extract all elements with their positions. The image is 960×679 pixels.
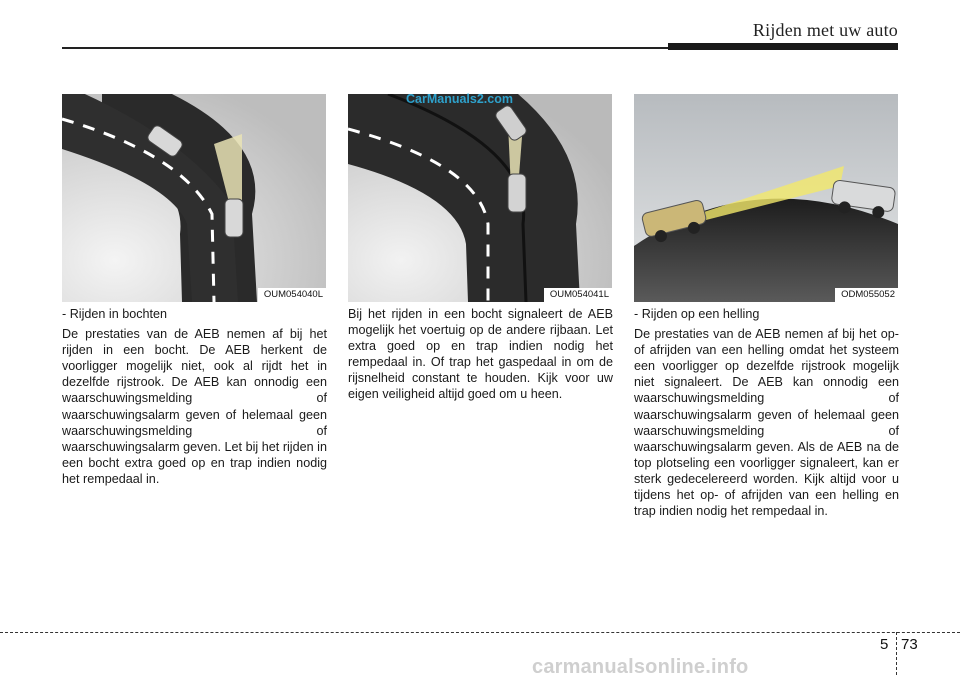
page-header-title: Rijden met uw auto [752, 20, 898, 40]
hill-illustration [634, 94, 898, 302]
header-rule [62, 47, 670, 49]
header-bar [668, 43, 898, 50]
page-number: 73 [901, 636, 918, 653]
figure-curve-single-lane [62, 94, 326, 302]
column-right [634, 306, 899, 519]
body-paragraph: De prestaties van de AEB nemen af bij het op- of afrijden van een helling omdat het systeem een voorligger op dezelfde rijstrook mogelijk niet signaleert. De AEB kan onnodig een waarschuwingsmelding of waarschuwingsalarm geven of helemaal geen waarschuwingsmelding of waarschuwingsalarm geven. Als de AEB na de top plotseling een voorligger signaleert, kan er sterk gedecelereerd worden. Kijk altijd voor u tijdens het op- of afrijden van een helling en trap indien nodig het rempedaal in. [634, 327, 899, 519]
figure-hill [634, 94, 898, 302]
footer-rule [0, 632, 960, 633]
chapter-number: 5 [880, 636, 889, 653]
curve-illustration [62, 94, 326, 302]
figure-code: OUM054040L [258, 288, 326, 302]
watermark-top: CarManuals2.com [406, 92, 513, 106]
figure-curve-two-lanes [348, 94, 612, 302]
page-separator [896, 632, 897, 675]
body-paragraph: De prestaties van de AEB nemen af bij het rijden in een bocht. De AEB herkent de voorligger mogelijk niet, ook al rijdt het in dezelfde rijstrook. De AEB kan onnodig een waarschuwingsmelding of waarschuwingsalarm geven of helemaal geen waarschuwingsmelding of waarschuwingsalarm geven. Let bij het rijden in een bocht extra goed op en trap indien nodig het rempedaal in. [62, 327, 327, 486]
figure-code: OUM054041L [544, 288, 612, 302]
section-heading: - Rijden in bochten [62, 307, 168, 321]
column-middle [348, 306, 613, 403]
column-left [62, 306, 327, 487]
body-paragraph: Bij het rijden in een bocht signaleert de AEB mogelijk het voertuig op de andere rijbaan. Let extra goed op en trap indien nodig het rempedaal in. Of trap het gaspedaal in om de rijsnelheid constant te houden. Kijk voor uw eigen veiligheid altijd goed om u heen. [348, 307, 613, 402]
watermark-bottom: carmanualsonline.info [532, 656, 749, 678]
two-lane-curve-illustration [348, 94, 612, 302]
figure-code: ODM055052 [835, 288, 898, 302]
section-heading: - Rijden op een helling [634, 307, 760, 321]
